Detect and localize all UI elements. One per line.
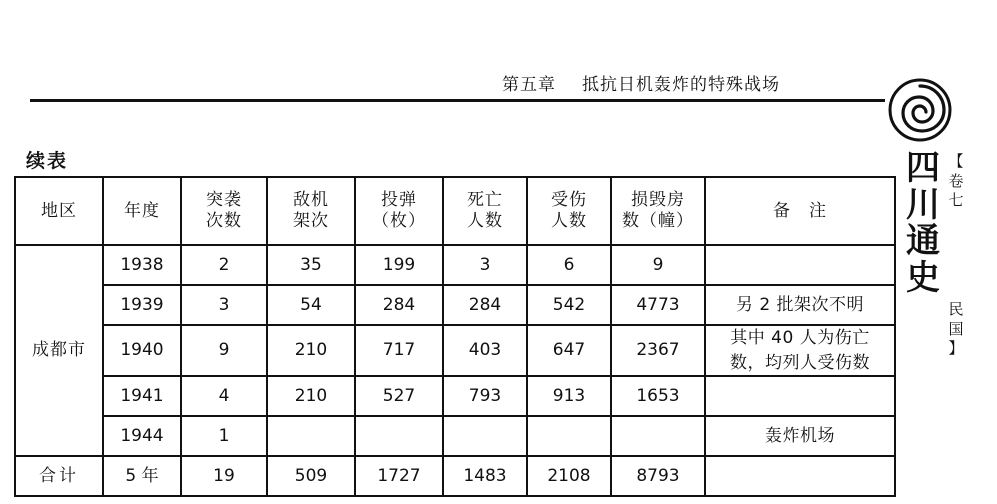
spine-volume-1: 卷 (948, 171, 964, 190)
cell-total-houses: 8793 (611, 456, 705, 496)
col-header-planes: 敌机 架次 (267, 177, 355, 245)
cell-raids: 9 (181, 325, 267, 376)
cell-bombs: 717 (355, 325, 443, 376)
cell-raids: 1 (181, 416, 267, 456)
cell-total-year: 5 年 (103, 456, 181, 496)
cell-bombs: 284 (355, 285, 443, 325)
chapter-number: 第五章 (502, 75, 556, 95)
spine-title (893, 148, 964, 357)
cell-total-planes: 509 (267, 456, 355, 496)
running-head (0, 70, 890, 110)
table-header-row (15, 177, 895, 245)
cell-total-raids: 19 (181, 456, 267, 496)
cell-planes: 54 (267, 285, 355, 325)
cell-bombs: 199 (355, 245, 443, 285)
running-head-text (502, 70, 780, 95)
cell-planes: 210 (267, 325, 355, 376)
spine-volume-2: 七 (948, 191, 964, 209)
cell-year: 1941 (103, 376, 181, 416)
spine-volume (941, 152, 971, 211)
spine-char-1: 四 (906, 148, 940, 188)
cell-total-dead: 1483 (443, 456, 527, 496)
cell-houses: 4773 (611, 285, 705, 325)
cell-year: 1940 (103, 325, 181, 376)
cell-injured (527, 416, 611, 456)
header-rule (30, 99, 885, 102)
cell-remark: 其中 40 人为伤亡 数，均列人受伤数 (705, 325, 895, 376)
cell-total-remark (705, 456, 895, 496)
cell-remark (705, 245, 895, 285)
spine-era-1: 国 (948, 319, 964, 338)
spine-era-0: 民 (948, 300, 964, 318)
cell-dead: 3 (443, 245, 527, 285)
col-header-dead: 死亡 人数 (443, 177, 527, 245)
cell-remark: 轰炸机场 (705, 416, 895, 456)
cell-year: 1944 (103, 416, 181, 456)
cell-dead: 403 (443, 325, 527, 376)
cell-bombs: 527 (355, 376, 443, 416)
chapter-title: 抵抗日机轰炸的特殊战场 (582, 75, 780, 95)
cell-dead: 793 (443, 376, 527, 416)
spine-era (941, 300, 971, 359)
cell-remark (705, 376, 895, 416)
table-total-row (15, 456, 895, 496)
col-header-year: 年度 (103, 177, 181, 245)
cell-planes: 35 (267, 245, 355, 285)
spine-volume-0: 【 (948, 152, 964, 170)
cell-planes: 210 (267, 376, 355, 416)
cell-raids: 3 (181, 285, 267, 325)
cell-injured: 542 (527, 285, 611, 325)
table-caption: 续表 (26, 150, 69, 172)
cell-dead: 284 (443, 285, 527, 325)
cell-raids: 4 (181, 376, 267, 416)
cell-bombs (355, 416, 443, 456)
cell-remark: 另 2 批架次不明 (705, 285, 895, 325)
cell-total-injured: 2108 (527, 456, 611, 496)
cell-houses: 1653 (611, 376, 705, 416)
table-row (15, 285, 895, 325)
cell-injured: 6 (527, 245, 611, 285)
cell-houses: 2367 (611, 325, 705, 376)
spine-char-3: 通 (906, 221, 940, 262)
spine-char-4: 史 (906, 258, 940, 299)
cell-injured: 913 (527, 376, 611, 416)
spiral-seal-icon (888, 78, 952, 142)
spine-era-2: 】 (948, 339, 964, 357)
col-header-raids: 突袭 次数 (181, 177, 267, 245)
cell-total-bombs: 1727 (355, 456, 443, 496)
col-header-bombs: 投弹 （枚） (355, 177, 443, 245)
col-header-injured: 受伤 人数 (527, 177, 611, 245)
table-row (15, 245, 895, 285)
table-row (15, 325, 895, 376)
cell-injured: 647 (527, 325, 611, 376)
table-row (15, 376, 895, 416)
bombing-statistics-table (14, 176, 874, 497)
col-header-houses: 损毁房 数（幢） (611, 177, 705, 245)
spine-char-2: 川 (906, 184, 940, 225)
cell-houses (611, 416, 705, 456)
cell-dead (443, 416, 527, 456)
region-cell-chengdu: 成都市 (15, 245, 103, 456)
cell-year: 1938 (103, 245, 181, 285)
cell-year: 1939 (103, 285, 181, 325)
col-header-remark: 备 注 (705, 177, 895, 245)
cell-total-label: 合计 (15, 456, 103, 496)
cell-houses: 9 (611, 245, 705, 285)
table-row (15, 416, 895, 456)
col-header-region: 地区 (15, 177, 103, 245)
cell-raids: 2 (181, 245, 267, 285)
cell-planes (267, 416, 355, 456)
